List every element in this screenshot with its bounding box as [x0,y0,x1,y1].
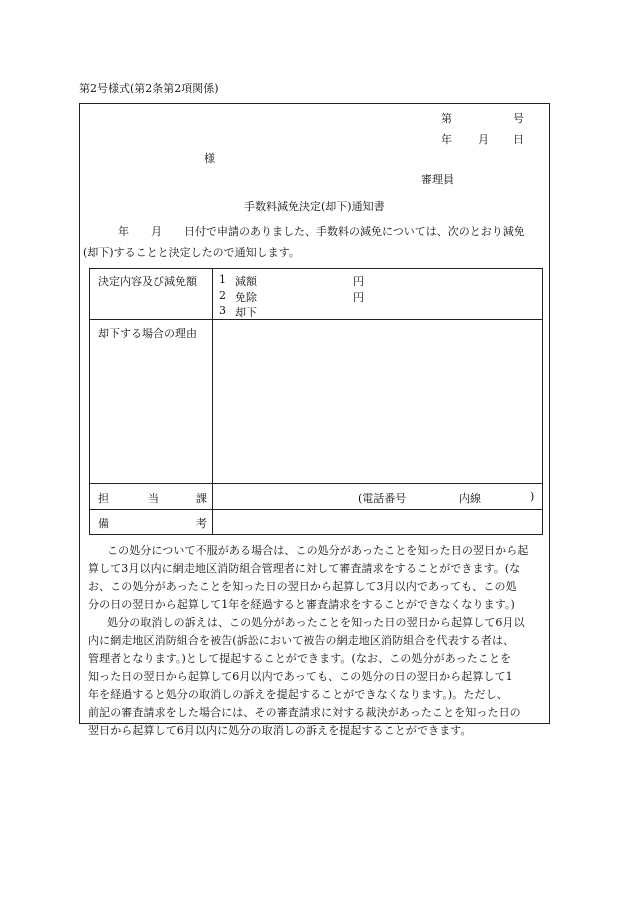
notice-line-1: この処分について不服がある場合は、この処分があったことを知った日の翌日から起 [107,544,529,557]
notice-line-2: 算して3月以内に網走地区消防組合管理者に対して審査請求をすることができます。(な [88,562,521,575]
option-2-label: 免除 [235,291,257,304]
tanto-char-3: 課 [196,492,207,505]
number-go: 号 [513,112,524,125]
notice-line-3: お、この処分があったことを知った日の翌日から起算して3月以内であっても、この処 [88,580,517,593]
decision-label: 決定内容及び減免額 [98,275,197,288]
issuer-title: 審理員 [421,173,454,186]
option-1-label: 減額 [235,275,257,288]
close-paren: ) [530,490,535,503]
option-2-num: 2 [219,289,226,302]
intro-line-1: 年 月 日付で申請のありました、手数料の減免については、次のとおり減免 [118,225,525,238]
tanto-char-2: 当 [148,492,159,505]
addressee-sama: 様 [204,152,215,165]
number-dai: 第 [441,112,452,125]
notice-line-4: 分の日の翌日から起算して1年を経過すると審査請求をすることができなくなります。) [88,598,515,611]
extension-label: 内線 [459,492,481,505]
decision-table [89,268,543,535]
option-3-label: 却下 [235,306,257,319]
option-1-yen: 円 [353,275,364,288]
notice-line-9: 年を経過すると処分の取消しの訴えを提起することができなくなります。)。ただし、 [88,688,508,701]
document-title: 手数料減免決定(却下)通知書 [244,200,385,213]
tanto-char-1: 担 [98,492,109,505]
date-day: 日 [513,133,524,146]
notice-line-6: 内に網走地区消防組合を被告(訴訟において被告の網走地区消防組合を代表する者は、 [88,634,515,647]
notice-line-7: 管理者となります。)として提起することができます。(なお、この処分があったことを [88,652,512,665]
biko-char-1: 備 [98,517,109,530]
date-year: 年 [441,133,452,146]
date-month: 月 [478,133,489,146]
notice-form-frame [79,103,550,737]
phone-label: (電話番号 [358,492,407,505]
option-3-num: 3 [219,304,226,317]
reason-label: 却下する場合の理由 [98,327,197,340]
intro-line-2: (却下)することと決定したので通知します。 [83,246,300,259]
biko-char-2: 考 [196,517,207,530]
notice-line-5: 処分の取消しの訴えは、この処分があったことを知った日の翌日から起算して6月以 [107,616,525,629]
option-2-yen: 円 [353,291,364,304]
option-1-num: 1 [219,273,226,286]
form-number-label: 第2号様式(第2条第2項関係) [79,82,219,95]
notice-line-11: 翌日から起算して6月以内に処分の取消しの訴えを提起することができます。 [88,724,472,737]
notice-line-8: 知った日の翌日から起算して6月以内であっても、この処分の日の翌日から起算して1 [88,670,513,683]
notice-line-10: 前記の審査請求をした場合には、その審査請求に対する裁決があったことを知った日の [88,706,521,719]
